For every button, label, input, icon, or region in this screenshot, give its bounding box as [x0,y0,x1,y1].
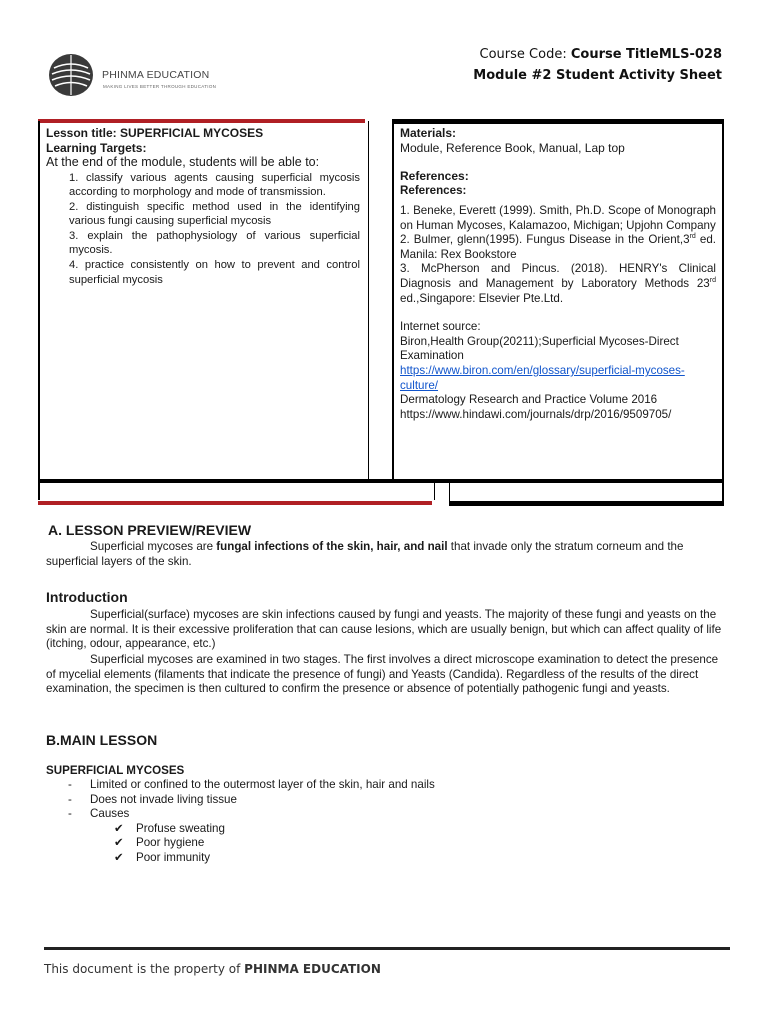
course-code-line [473,44,722,65]
phinma-logo [46,52,226,98]
learning-targets-intro: At the end of the module, students will be able to: [46,155,320,169]
course-code-label: Course Code: [479,47,571,62]
check-item: ✔ Profuse sweating [114,821,225,835]
introduction-heading: Introduction [46,589,128,605]
checkmark-icon: ✔ [114,821,124,835]
references-sublabel: References: [400,183,467,197]
references-label: References: [400,169,469,183]
target-item: 1. classify various agents causing superficial mycosis according to morphology and mode of transmission. [69,171,360,199]
spacer-cell [366,121,394,479]
section-a-paragraph: Superficial mycoses are fungal infections of the skin, hair, and nail that invade only the stratum corneum and the superficial layers of the skin. [46,540,684,568]
section-a-heading: A. LESSON PREVIEW/REVIEW [48,522,252,538]
footer-text: This document is the property of PHINMA EDUCATION [44,962,381,976]
lesson-cell [38,121,369,479]
target-item: 3. explain the pathophysiology of various superficial mycosis. [69,229,360,257]
logo-globe-icon [46,52,96,98]
materials-text: Module, Reference Book, Manual, Lap top [400,140,625,155]
footer-divider [44,947,730,950]
learning-targets-label: Learning Targets: [46,140,147,155]
header-info [473,44,722,86]
reference-3: 3. McPherson and Pincus. (2018). HENRY's Clinical Diagnosis and Management by Laboratory Methods 23rd ed.,Singapore: Elsevier Pte.Ltd. [400,262,716,305]
checkmark-icon: ✔ [114,836,124,850]
module-label: Module #2 Student Activity Sheet [473,68,722,83]
lesson-title: Lesson title: SUPERFICIAL MYCOSES [46,126,264,140]
materials-cell [392,121,724,479]
box-bottom-red-bar [38,501,432,505]
check-item: ✔ Poor immunity [114,850,211,864]
logo-tagline: MAKING LIVES BETTER THROUGH EDUCATION [103,84,217,89]
list-item: - Causes [68,807,130,821]
box-bottom-black-bar-2 [449,501,724,506]
box-footer-left [38,483,435,500]
logo-text: PHINMA EDUCATION [102,69,210,81]
target-item: 4. practice consistently on how to prevent and control superficial mycosis [69,259,360,286]
internet-source-label: Internet source: [400,320,481,334]
internet-source-1: Biron,Health Group(20211);Superficial Mycoses-Direct Examination [400,334,679,363]
superficial-mycoses-subheading: SUPERFICIAL MYCOSES [46,764,185,777]
introduction-paragraph-1: Superficial(surface) mycoses are skin infections caused by fungi and yeasts. The majority of these fungi and yeasts on the skin are normal. It is their excessive proliferation that can cause lesions, which are usually benign, but which can affect quality of life (itching, odour, appearance, etc.) [46,608,722,651]
list-item: - Does not invade living tissue [68,792,237,806]
check-item: ✔ Poor hygiene [114,836,205,850]
box-footer-mid [433,483,450,503]
checkmark-icon: ✔ [114,850,124,864]
box-footer-right-edge [722,483,724,501]
reference-1: 1. Beneke, Everett (1999). Smith, Ph.D. Scope of Monograph on Human Mycoses, Kalamazoo, Michigan; Upjohn Company [400,204,716,232]
course-title: Course TitleMLS-028 [570,47,722,62]
reference-2: 2. Bulmer, glenn(1995). Fungus Disease in the Orient,3rd ed. Manila: Rex Bookstore [400,233,716,261]
introduction-paragraph-2: Superficial mycoses are examined in two stages. The first involves a direct microscope examination to detect the presence of mycelial elements (filaments that indicate the presence of fungi) and Yeasts (Candida). Regardless of the results of the direct examination, the specimen is then cultured to confirm the presence or absence of potentially pathogenic fungi and yeasts. [46,653,719,696]
materials-label: Materials: [400,126,457,140]
internet-source-2: Dermatology Research and Practice Volume 2016 [400,393,658,407]
target-item: 2. distinguish specific method used in the identifying various fungi causing superficial mycosis [69,200,360,228]
main-lesson-list [46,778,686,866]
internet-link-2: https://www.hindawi.com/journals/drp/2016/9509705/ [400,407,672,421]
list-item: - Limited or confined to the outermost layer of the skin, hair and nails [68,778,435,791]
section-b-heading: B.MAIN LESSON [46,732,158,748]
footer-owner: PHINMA EDUCATION [244,962,381,976]
internet-link-1[interactable]: https://www.biron.com/en/glossary/superficial-mycoses-culture/ [400,363,685,392]
